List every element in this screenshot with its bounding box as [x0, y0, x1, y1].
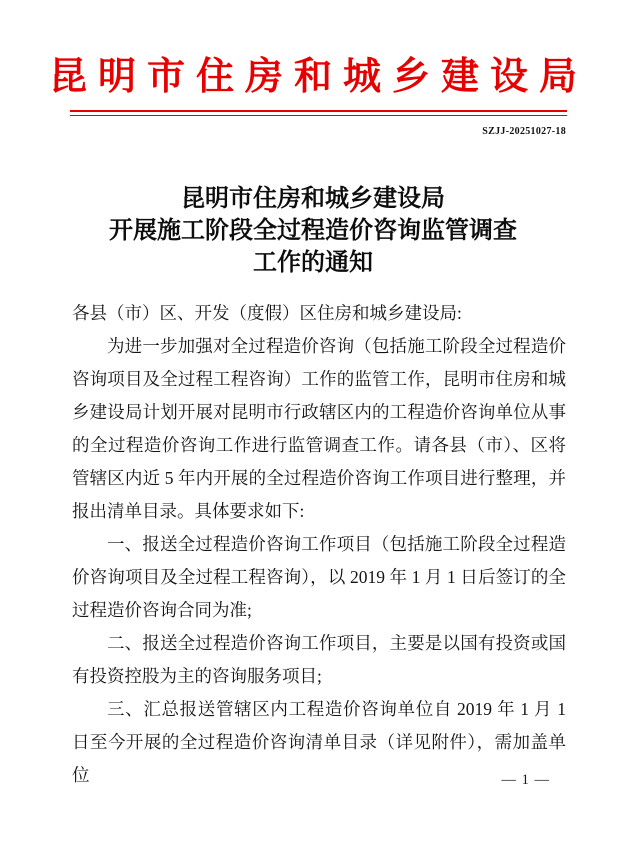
paragraph-intro: 为进一步加强对全过程造价咨询（包括施工阶段全过程造价咨询项目及全过程工程咨询）工作的监管工作，昆明市住房和城乡建设局计划开展对昆明市行政辖区内的工程造价咨询单位从事的全过程造价咨询工作进行监管调查工作。请各县（市）、区将管辖区内近 5 年内开展的全过程造价咨询工作项目进行整理，并报出清单目录。具体要求如下: — [72, 336, 566, 521]
paragraph-item-1: 一、报送全过程造价咨询工作项目（包括施工阶段全过程造价咨询项目及全过程工程咨询），以 2019 年 1 月 1 日后签订的全过程造价咨询合同为准; — [72, 534, 566, 620]
document-title-line1: 昆明市住房和城乡建设局 — [181, 186, 445, 212]
document-body — [72, 297, 566, 792]
letterhead-divider-thick — [70, 110, 567, 112]
letterhead — [0, 55, 626, 101]
page-number: — 1 — — [501, 772, 550, 788]
document-title — [0, 183, 626, 279]
paragraph-item-2: 二、报送全过程造价咨询工作项目，主要是以国有投资或国有投资控股为主的咨询服务项目; — [72, 633, 566, 686]
document-title-line3: 工作的通知 — [253, 250, 373, 276]
salutation: 各县（市）区、开发（度假）区住房和城乡建设局: — [72, 303, 462, 323]
document-number: SZJJ-20251027-18 — [482, 126, 566, 137]
document-title-line2: 开展施工阶段全过程造价咨询监管调查 — [109, 218, 517, 244]
paragraph-item-3: 三、汇总报送管辖区内工程造价咨询单位自 2019 年 1 月 1 日至今开展的全过程造价咨询清单目录（详见附件），需加盖单位 — [72, 699, 566, 785]
letterhead-divider-thin — [70, 115, 567, 116]
agency-name: 昆明市住房和城乡建设局 — [48, 56, 588, 98]
